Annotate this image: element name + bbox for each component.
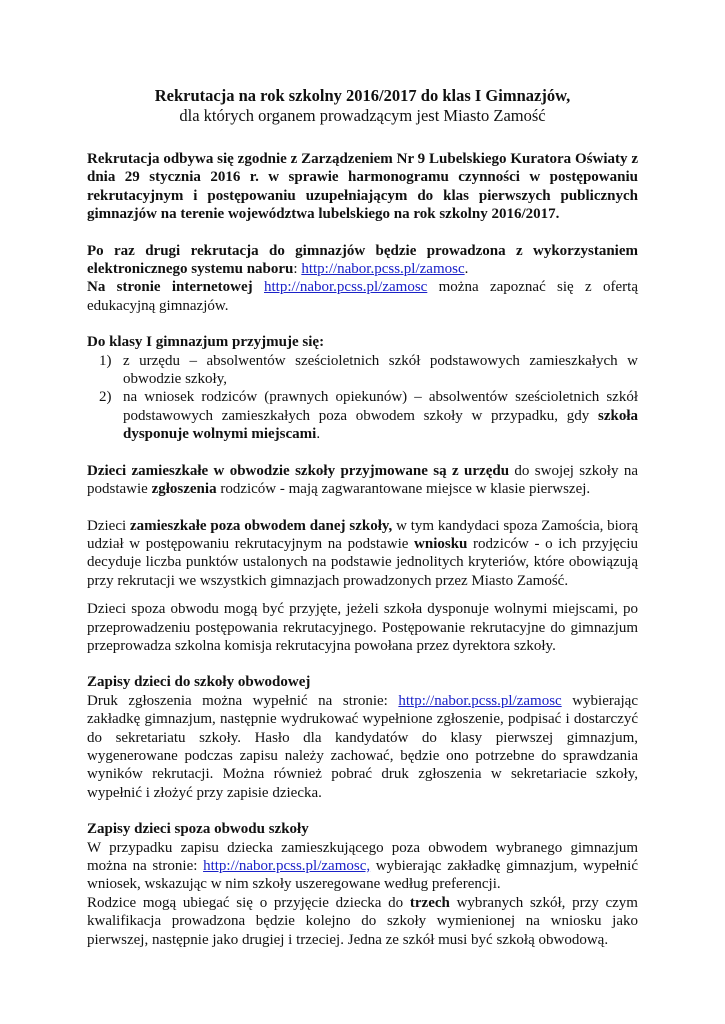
section-outside-c: Rodzice mogą ubiegać się o przyjęcie dziecka do (87, 894, 410, 911)
district-rest: rodziców - mają zagwarantowane miejsce w klasie pierwszej. (216, 481, 591, 498)
section-outside-d: wybranych szkół, przy czym kwalifikacja prowadzona będzie kolejno do szkoły wymienionej na wniosku jako pierwszej, następnie jako drugiej i trzeciej. Jedna ze szkół musi być szkołą obwodową. (87, 894, 638, 948)
section-district-a: Druk zgłoszenia można wypełnić na stronie: (87, 692, 399, 709)
section-outside-a: W przypadku zapisu dziecka zamieszkującego poza obwodem wybranego gimnazjum można na stronie: (87, 839, 638, 874)
section-district-link[interactable]: http://nabor.pcss.pl/zamosc (398, 692, 562, 709)
district-bold: Dzieci zamieszkałe w obwodzie szkoły przyjmowane są z urzędu (87, 462, 510, 479)
page-subtitle: dla których organem prowadzącym jest Miasto Zamość (179, 106, 546, 125)
section-district-heading: Zapisy dzieci do szkoły obwodowej (87, 674, 311, 691)
list-item-text-bold: szkoła dysponuje wolnymi miejscami (123, 407, 638, 443)
section-outside-link[interactable]: http://nabor.pcss.pl/zamosc, (203, 858, 371, 874)
list-item (87, 352, 638, 389)
outside-b: w tym kandydaci spoza Zamościa, biorą udział w postępowaniu rekrutacyjnym na podstawie (87, 517, 638, 552)
district-paragraph (87, 462, 638, 499)
admission-heading: Do klasy I gimnazjum przyjmuje się: (87, 334, 325, 351)
list-item-number: 1) (99, 352, 112, 369)
website-link[interactable]: http://nabor.pcss.pl/zamosc (264, 279, 428, 296)
admission-list (87, 352, 638, 444)
website-paragraph (87, 278, 638, 315)
list-item (87, 388, 638, 443)
outside-paragraph (87, 517, 638, 591)
district-mid: do swojej szkoły na podstawie (87, 462, 638, 498)
intro-paragraph: Rekrutacja odbywa się zgodnie z Zarządzeniem Nr 9 Lubelskiego Kuratora Oświaty z dnia 29 stycznia 2016 r. w sprawie harmonogramu czynności w postępowaniu rekrutacyjnym i postępowaniu uzupełniającym do klas pierwszych publicznych gimnazjów na terenie województwa lubelskiego na rok szkolny 2016/2017. (87, 151, 638, 223)
nabor-link[interactable]: http://nabor.pcss.pl/zamosc (301, 261, 465, 278)
outside-bold: zamieszkałe poza obwodem danej szkoły, (129, 517, 393, 534)
website-text: można zapoznać się z ofertą edukacyjną gimnazjów. (87, 279, 638, 314)
website-label: Na stronie internetowej (87, 279, 253, 296)
section-district-text (87, 692, 638, 802)
outside-c: rodziców - o ich przyjęciu decyduje liczba punktów ustalonych na podstawie jednolitych kryteriów, które obowiązują przy rekrutacji we wszystkich gimnazjach prowadzonych przez Miasto Zamość. (87, 535, 638, 589)
section-outside-heading: Zapisy dzieci spoza obwodu szkoły (87, 821, 309, 838)
section-district-b: wybierając zakładkę gimnazjum, następnie wydrukować wypełnione zgłoszenie, podpisać i dostarczyć do sekretariatu szkoły. Hasło dla kandydatów do klasy pierwszej gimnazjum, wygenerowane podczas zapisu należy zachować, będzie ono potrzebne do sprawdzania wyników rekrutacji. Można również pobrać druk zgłoszenia w sekretariacie szkoły, wypełnić i złożyć przy zapisie dziecka. (87, 692, 639, 801)
section-outside-text-2 (87, 894, 638, 949)
district-bold2: zgłoszenia (151, 481, 217, 498)
outside-a: Dzieci (87, 517, 130, 534)
list-item-text: z urzędu – absolwentów sześcioletnich szkół podstawowych zamieszkałych w obwodzie szkoły, (123, 352, 638, 388)
list-item-text-part: na wniosek rodziców (prawnych opiekunów) – absolwentów sześcioletnich szkół podstawowych zamieszkałych poza obwodem szkoły w przypadku, gdy (123, 389, 638, 424)
list-item-text-end: . (316, 426, 321, 443)
electronic-system-paragraph (87, 242, 638, 279)
outside-paragraph-2: Dzieci spoza obwodu mogą być przyjęte, jeżeli szkoła dysponuje wolnymi miejscami, po przeprowadzeniu postępowania rekrutacyjnego. Postępowanie rekrutacyjne do gimnazjum przeprowadza szkolna komisja rekrutacyjna powołana przez dyrektora szkoły. (87, 601, 638, 654)
outside-bold2: wniosku (414, 535, 468, 552)
section-outside-b: wybierając zakładkę gimnazjum, wypełnić wniosek, wskazując w nim szkoły uszeregowane według preferencji. (87, 858, 638, 893)
electronic-system-colon: : (293, 261, 302, 278)
electronic-system-end: . (464, 261, 469, 278)
page-title: Rekrutacja na rok szkolny 2016/2017 do klas I Gimnazjów, (154, 86, 571, 105)
section-outside-bold: trzech (409, 894, 450, 911)
section-outside-text (87, 839, 638, 894)
electronic-system-text: Po raz drugi rekrutacja do gimnazjów będzie prowadzona z wykorzystaniem elektronicznego systemu naboru (87, 242, 638, 278)
list-item-number: 2) (99, 389, 112, 406)
list-item-text (123, 388, 638, 443)
